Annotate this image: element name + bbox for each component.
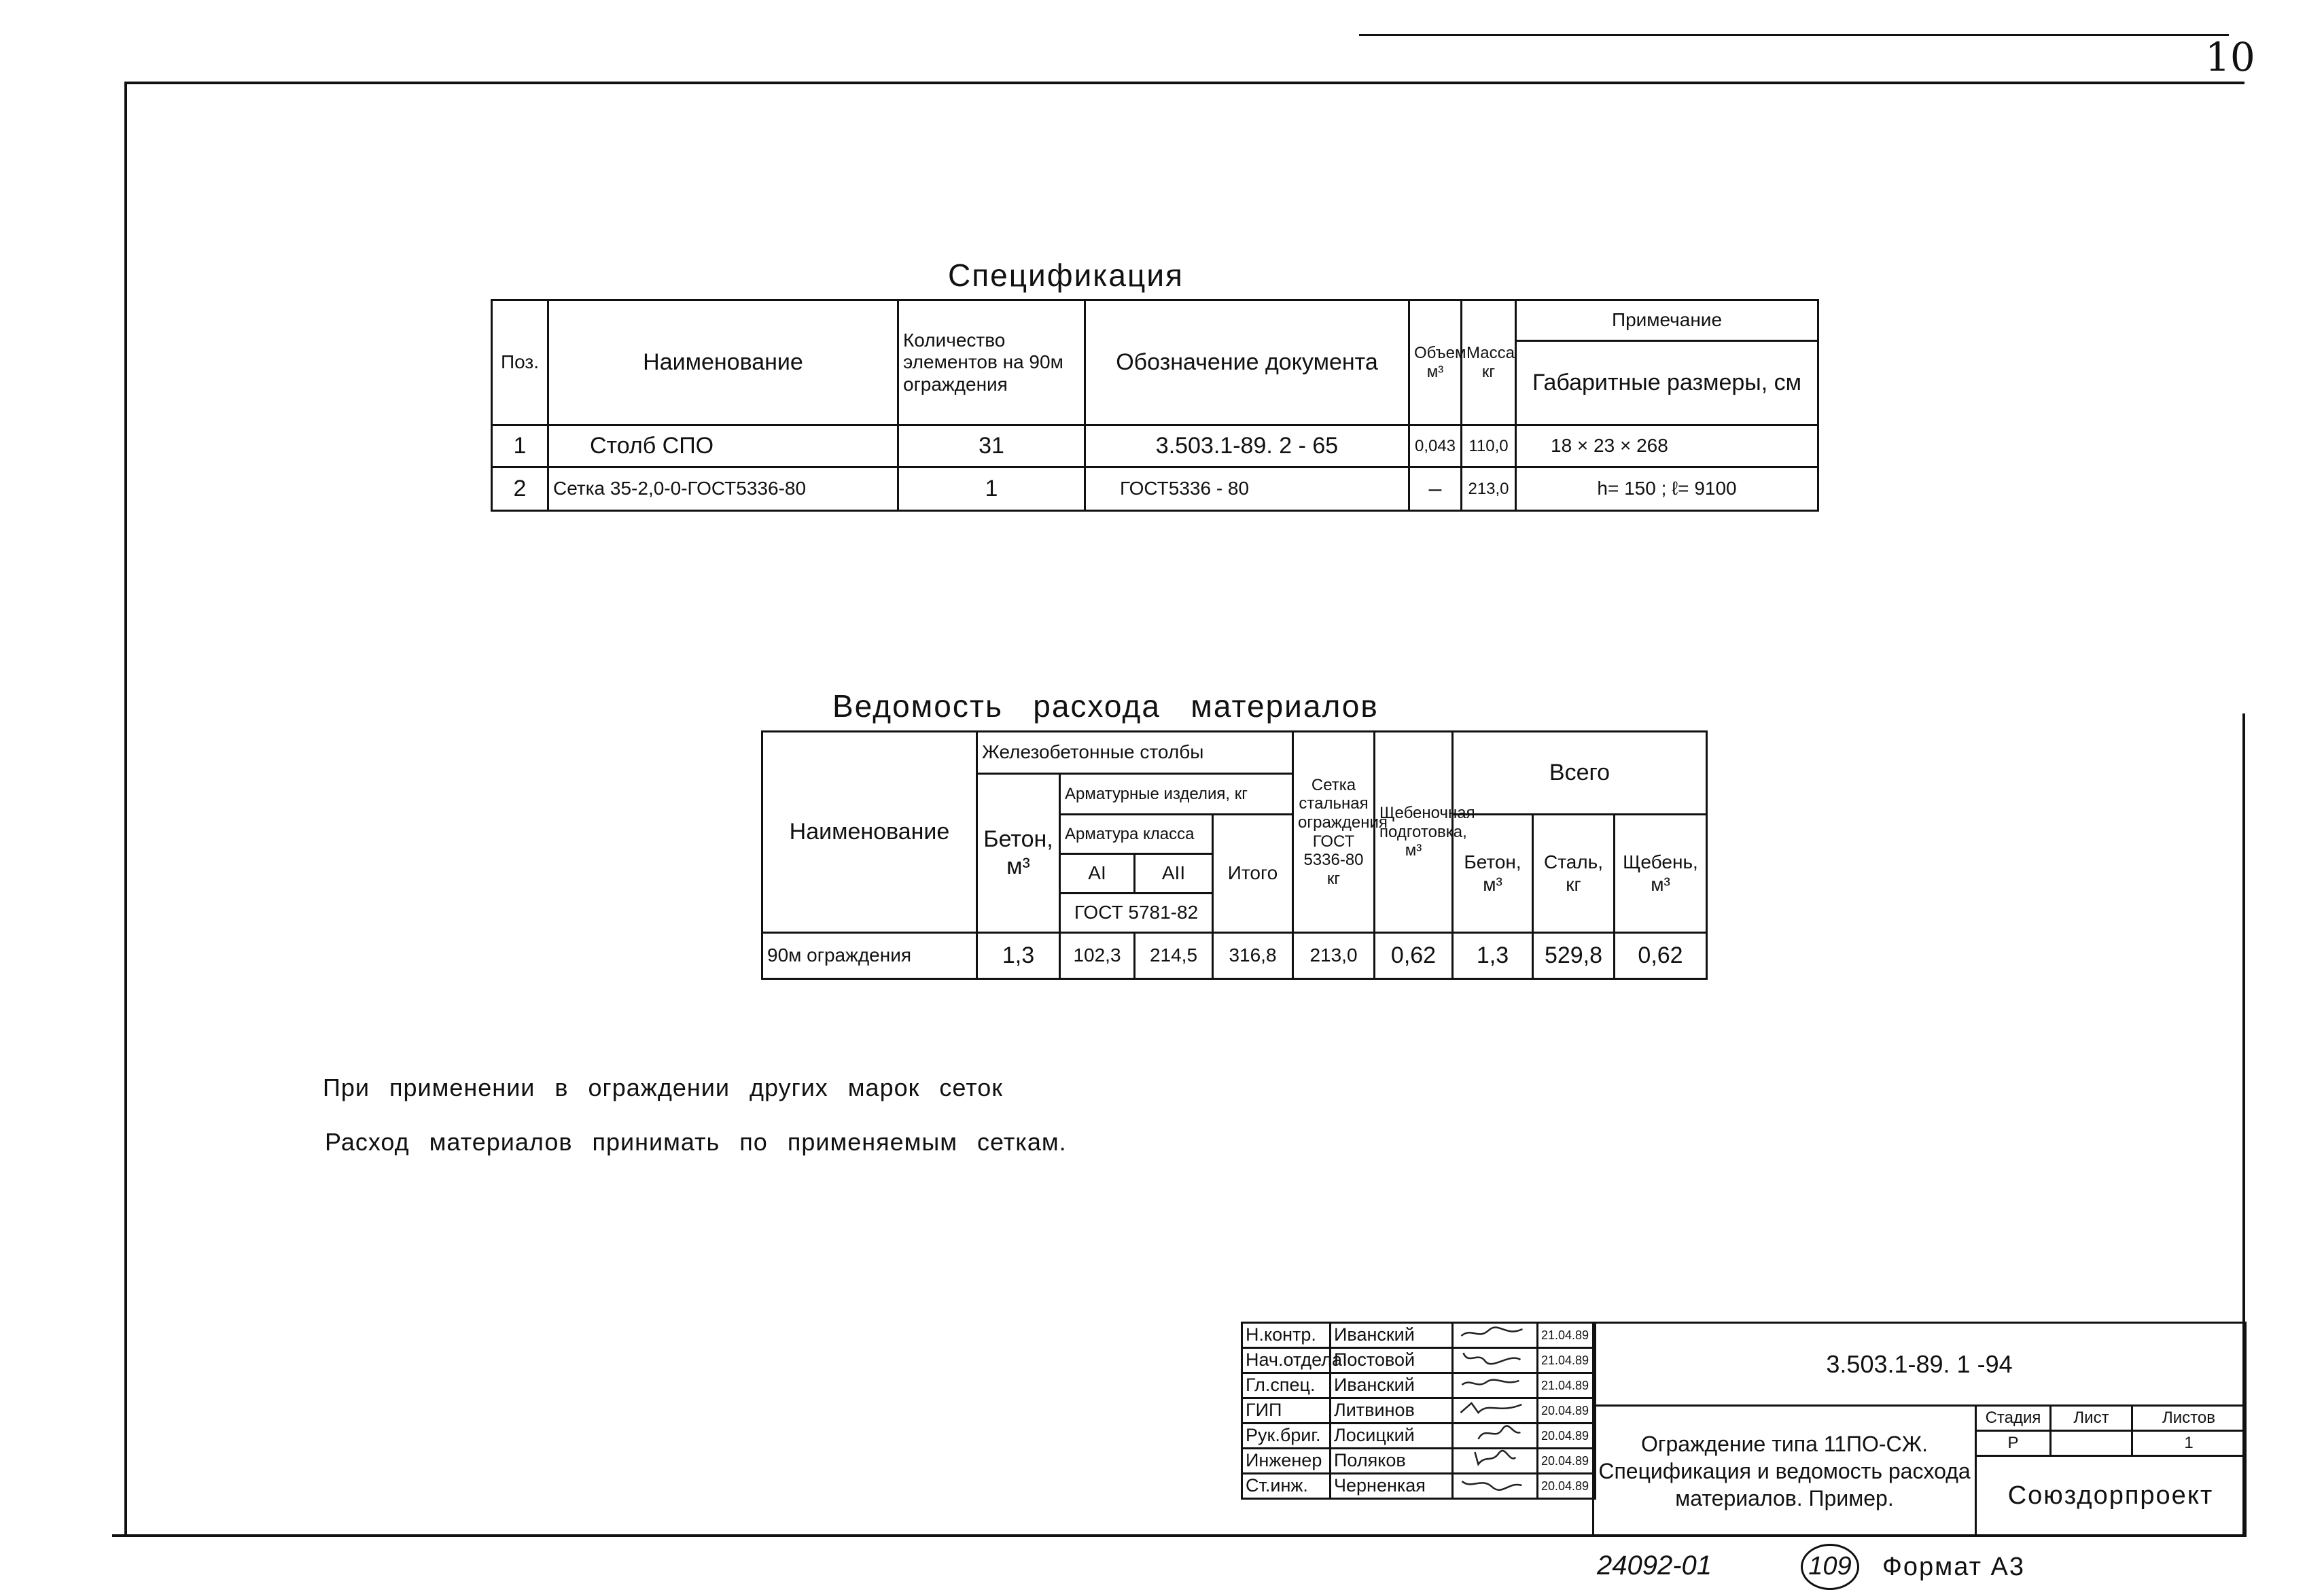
mat-header-a1: АI bbox=[1060, 854, 1135, 894]
signature bbox=[1453, 1348, 1538, 1373]
spec-table bbox=[491, 299, 1819, 512]
mat-header-all-steel: Сталь, кг bbox=[1533, 815, 1615, 933]
mat-cell-mesh: 213,0 bbox=[1293, 933, 1375, 979]
spec-header-pos: Поз. bbox=[492, 300, 548, 425]
staff-name: Черненкая bbox=[1331, 1474, 1453, 1499]
staff-name: Лосицкий bbox=[1331, 1424, 1453, 1449]
staff-role: Нач.отдела bbox=[1242, 1348, 1331, 1373]
signature bbox=[1453, 1474, 1538, 1499]
spec-cell-volume: 0,043 bbox=[1409, 425, 1462, 467]
spec-cell-name: Столб СПО bbox=[548, 425, 898, 467]
staff-row bbox=[1242, 1424, 1596, 1449]
sheets-value: 1 bbox=[2132, 1431, 2246, 1456]
spec-cell-qty: 1 bbox=[898, 467, 1085, 511]
org-name: Союздорпроект bbox=[1976, 1456, 2246, 1536]
doc-code: 3.503.1-89. 1 -94 bbox=[1594, 1323, 2246, 1406]
staff-role: ГИП bbox=[1242, 1398, 1331, 1424]
signature bbox=[1453, 1449, 1538, 1474]
sheet-value bbox=[2051, 1431, 2132, 1456]
staff-name: Литвинов bbox=[1331, 1398, 1453, 1424]
spec-header-doc: Обозначение документа bbox=[1085, 300, 1409, 425]
mat-cell-all-steel: 529,8 bbox=[1533, 933, 1615, 979]
mat-header-total: Итого bbox=[1213, 815, 1293, 933]
spec-header-name: Наименование bbox=[548, 300, 898, 425]
materials-table bbox=[761, 730, 1708, 980]
mat-cell-name: 90м ограждения bbox=[762, 933, 977, 979]
page-number-circle bbox=[1801, 1544, 1859, 1590]
staff-role: Рук.бриг. bbox=[1242, 1424, 1331, 1449]
signature bbox=[1453, 1373, 1538, 1398]
mat-header-a2: АII bbox=[1135, 854, 1213, 894]
mat-cell-total: 316,8 bbox=[1213, 933, 1293, 979]
frame-top bbox=[124, 82, 2244, 84]
staff-role: Гл.спец. bbox=[1242, 1373, 1331, 1398]
page-number: 109 bbox=[1808, 1552, 1852, 1580]
materials-title: Ведомость расхода материалов bbox=[832, 688, 1379, 724]
staff-date: 20.04.89 bbox=[1538, 1449, 1596, 1474]
mat-header-all: Всего bbox=[1453, 732, 1707, 815]
sheets-label: Листов bbox=[2132, 1406, 2246, 1431]
staff-role: Ст.инж. bbox=[1242, 1474, 1331, 1499]
staff-date: 20.04.89 bbox=[1538, 1398, 1596, 1424]
staff-name: Иванский bbox=[1331, 1323, 1453, 1348]
staff-row bbox=[1242, 1398, 1596, 1424]
spec-cell-qty: 31 bbox=[898, 425, 1085, 467]
stage-label: Стадия bbox=[1976, 1406, 2051, 1431]
spec-cell-mass: 213,0 bbox=[1462, 467, 1516, 511]
spec-header-note: Примечание bbox=[1516, 300, 1818, 341]
mat-header-all-gravel: Щебень, м³ bbox=[1615, 815, 1707, 933]
staff-name: Иванский bbox=[1331, 1373, 1453, 1398]
spec-cell-doc: ГОСТ5336 - 80 bbox=[1085, 467, 1409, 511]
mat-header-concrete: Бетон, м³ bbox=[977, 774, 1060, 933]
spec-cell-name: Сетка 35-2,0-0-ГОСТ5336-80 bbox=[548, 467, 898, 511]
format-label: Формат А3 bbox=[1882, 1553, 2026, 1581]
spec-cell-volume: – bbox=[1409, 467, 1462, 511]
mat-cell-gravel: 0,62 bbox=[1375, 933, 1453, 979]
mat-cell-a1: 102,3 bbox=[1060, 933, 1135, 979]
staff-row bbox=[1242, 1474, 1596, 1499]
note-line-1: При применении в ограждении других марок сеток bbox=[323, 1074, 1004, 1101]
spec-header-qty: Количество элементов на 90м ограждения bbox=[898, 300, 1085, 425]
frame-left bbox=[124, 82, 127, 1536]
staff-date: 21.04.89 bbox=[1538, 1373, 1596, 1398]
staff-name: Поляков bbox=[1331, 1449, 1453, 1474]
mat-cell-concrete: 1,3 bbox=[977, 933, 1060, 979]
mat-header-gost: ГОСТ 5781-82 bbox=[1060, 894, 1213, 933]
table-row bbox=[492, 467, 1818, 511]
staff-date: 21.04.89 bbox=[1538, 1323, 1596, 1348]
staff-row bbox=[1242, 1449, 1596, 1474]
mat-cell-a2: 214,5 bbox=[1135, 933, 1213, 979]
mat-header-mesh: Сетка стальная ограждения ГОСТ 5336-80 кг bbox=[1293, 732, 1375, 933]
spec-cell-pos: 2 bbox=[492, 467, 548, 511]
mat-cell-all-concrete: 1,3 bbox=[1453, 933, 1533, 979]
signature bbox=[1453, 1398, 1538, 1424]
spec-cell-note: 18 × 23 × 268 bbox=[1516, 425, 1818, 467]
staff-date: 20.04.89 bbox=[1538, 1424, 1596, 1449]
mat-header-gravel: Щебеночная подготовка, м³ bbox=[1375, 732, 1453, 933]
spec-header-dims: Габаритные размеры, см bbox=[1516, 341, 1818, 425]
spec-cell-mass: 110,0 bbox=[1462, 425, 1516, 467]
staff-date: 20.04.89 bbox=[1538, 1474, 1596, 1499]
corner-mark: 10 bbox=[2205, 34, 2255, 80]
mat-header-all-concrete: Бетон, м³ bbox=[1453, 815, 1533, 933]
mat-header-name: Наименование bbox=[762, 732, 977, 933]
mat-header-rebar-items: Арматурные изделия, кг bbox=[1060, 774, 1293, 815]
staff-row bbox=[1242, 1373, 1596, 1398]
spec-header-volume: Объем м³ bbox=[1409, 300, 1462, 425]
note-line-2: Расход материалов принимать по применяемым сеткам. bbox=[325, 1128, 1067, 1156]
staff-role: Инженер bbox=[1242, 1449, 1331, 1474]
spec-cell-note: h= 150 ; ℓ= 9100 bbox=[1516, 467, 1818, 511]
stage-value: Р bbox=[1976, 1431, 2051, 1456]
sheet-label: Лист bbox=[2051, 1406, 2132, 1431]
frame-top-extra bbox=[1359, 34, 2229, 36]
table-row bbox=[762, 933, 1707, 979]
spec-header-mass: Масса кг bbox=[1462, 300, 1516, 425]
inventory-number: 24092-01 bbox=[1597, 1551, 1712, 1580]
signature bbox=[1453, 1424, 1538, 1449]
table-row bbox=[492, 425, 1818, 467]
mat-header-rc-posts: Железобетонные столбы bbox=[977, 732, 1293, 774]
staff-row bbox=[1242, 1348, 1596, 1373]
spec-cell-doc: 3.503.1-89. 2 - 65 bbox=[1085, 425, 1409, 467]
staff-role: Н.контр. bbox=[1242, 1323, 1331, 1348]
staff-row bbox=[1242, 1323, 1596, 1348]
spec-cell-pos: 1 bbox=[492, 425, 548, 467]
mat-cell-all-gravel: 0,62 bbox=[1615, 933, 1707, 979]
mat-header-rebar-class: Арматура класса bbox=[1060, 815, 1213, 854]
spec-title: Спецификация bbox=[948, 258, 1184, 293]
doc-description: Ограждение типа 11ПО-СЖ. Спецификация и ведомость расхода материалов. Пример. bbox=[1594, 1406, 1976, 1536]
title-block-staff bbox=[1241, 1322, 1596, 1500]
staff-name: Постовой bbox=[1331, 1348, 1453, 1373]
signature bbox=[1453, 1323, 1538, 1348]
title-block-main bbox=[1592, 1322, 2247, 1537]
staff-date: 21.04.89 bbox=[1538, 1348, 1596, 1373]
